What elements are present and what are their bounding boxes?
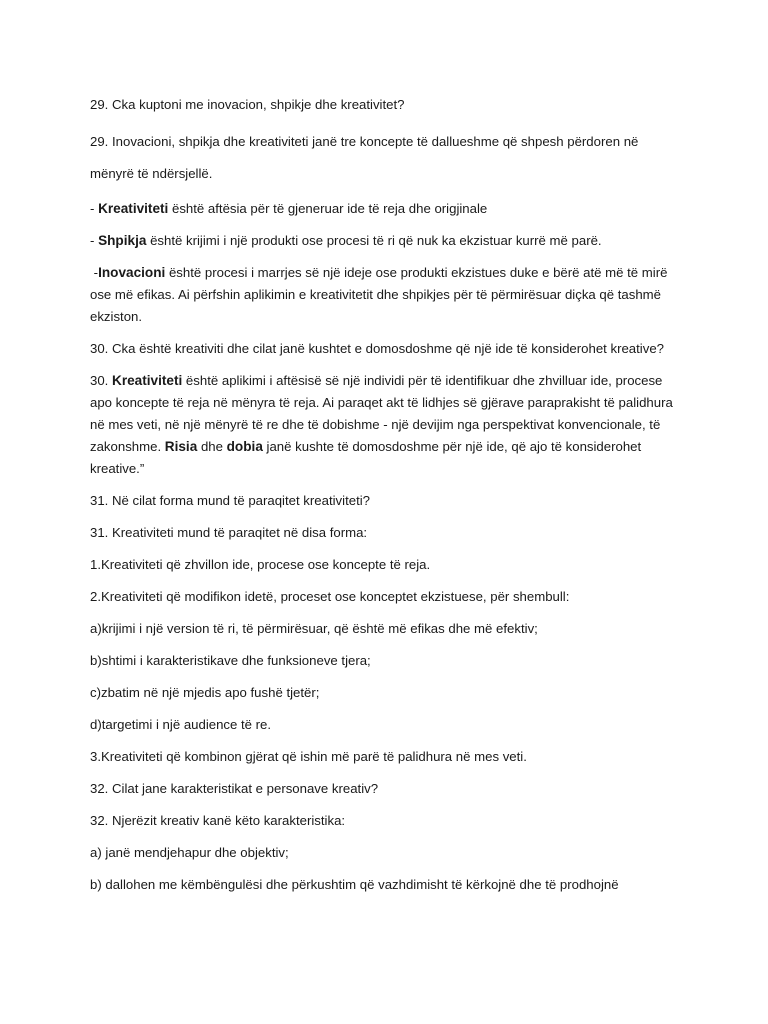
- bullet-dash: -: [90, 201, 99, 216]
- answer-text: dhe: [197, 439, 227, 454]
- definition-kreativiteti: [90, 198, 688, 220]
- term-kreativiteti: Kreativiteti: [112, 373, 183, 388]
- definition-text: është aftësia për të gjeneruar ide të reja dhe origjinale: [168, 201, 488, 216]
- answer-32: 32. Njerëzit kreativ kanë këto karakteristika:: [90, 813, 346, 828]
- answer-29-line1: 29. Inovacioni, shpikja dhe kreativiteti janë tre koncepte të dallueshme që shpesh përdoren në: [90, 134, 639, 149]
- bullet-dash: -: [90, 265, 99, 280]
- list-item: a)krijimi i një version të ri, të përmirësuar, që është më efikas dhe më efektiv;: [90, 621, 538, 636]
- term-risia: Risia: [164, 439, 198, 454]
- term-dobia: dobia: [226, 439, 263, 454]
- list-item: a) janë mendjehapur dhe objektiv;: [90, 845, 289, 860]
- list-item: b)shtimi i karakteristikave dhe funksioneve tjera;: [90, 653, 371, 668]
- answer-text: është aplikimi i aftësisë së një individi për të identifikuar dhe zhvilluar ide, procese apo koncepte të reja në mënyra të reja. Ai paraqet akt të lidhjes së gjërave paraprakisht të palidhura në mes veti, në një mënyrë të re dhe të dobishme - një devijim nga perspektivat konvencionale, të zakonshme.: [90, 373, 673, 454]
- list-item: 1.Kreativiteti që zhvillon ide, procese ose koncepte të reja.: [90, 557, 431, 572]
- question-30: 30. Cka është kreativiti dhe cilat janë kushtet e domosdoshme që një ide të konsiderohet kreative?: [90, 341, 664, 356]
- definition-shpikja: [90, 230, 688, 252]
- answer-30: [90, 370, 688, 480]
- question-29: 29. Cka kuptoni me inovacion, shpikje dhe kreativitet?: [90, 97, 405, 112]
- list-item: 3.Kreativiteti që kombinon gjërat që ishin më parë të palidhura në mes veti.: [90, 749, 527, 764]
- list-item: c)zbatim në një mjedis apo fushë tjetër;: [90, 685, 320, 700]
- term-shpikja: Shpikja: [98, 233, 147, 248]
- answer-number: 30.: [90, 373, 112, 388]
- bullet-dash: -: [90, 233, 99, 248]
- term-inovacioni: Inovacioni: [98, 265, 166, 280]
- question-31: 31. Në cilat forma mund të paraqitet kreativiteti?: [90, 493, 371, 508]
- definition-text: është procesi i marrjes së një ideje ose produkti ekzistues duke e bërë atë më të mirë ose më efikas. Ai përfshin aplikimin e kreativitetit dhe shpikjes për të përmirësuar diçka që tashmë ekziston.: [90, 265, 672, 324]
- list-item: d)targetimi i një audience të re.: [90, 717, 272, 732]
- term-kreativiteti: Kreativiteti: [98, 201, 169, 216]
- definition-inovacioni: [90, 262, 688, 328]
- question-32: 32. Cilat jane karakteristikat e personave kreativ?: [90, 781, 379, 796]
- definition-text: është krijimi i një produkti ose procesi të ri që nuk ka ekzistuar kurrë më parë.: [146, 233, 602, 248]
- list-item: 2.Kreativiteti që modifikon idetë, proceset ose konceptet ekzistuese, për shembull:: [90, 589, 570, 604]
- answer-text: janë kushte të domosdoshme për një ide, që ajo të konsiderohet kreative.”: [90, 439, 642, 476]
- answer-31: 31. Kreativiteti mund të paraqitet në disa forma:: [90, 525, 368, 540]
- list-item: b) dallohen me këmbëngulësi dhe përkushtim që vazhdimisht të kërkojnë dhe të prodhojnë: [90, 877, 619, 892]
- answer-29-line2: mënyrë të ndërsjellë.: [90, 166, 213, 181]
